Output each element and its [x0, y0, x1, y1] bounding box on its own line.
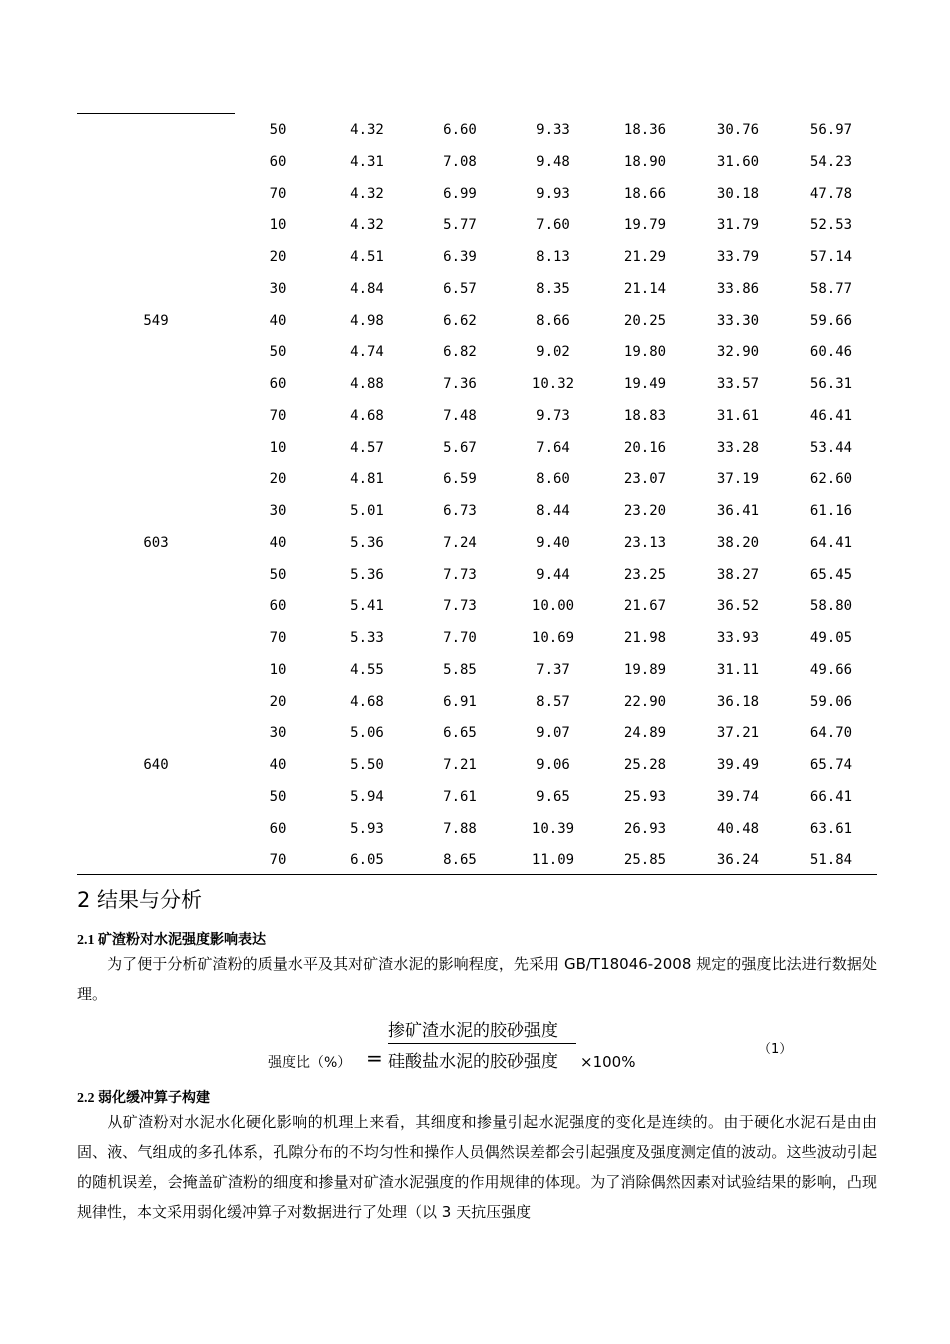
table-cell: 10.39	[531, 820, 575, 837]
table-cell: 10.00	[531, 598, 575, 615]
table-cell: 5.36	[350, 534, 384, 551]
table-cell: 36.52	[716, 598, 760, 615]
table-cell: 53.44	[809, 439, 853, 456]
table-cell: 10.32	[531, 376, 575, 392]
table-cell: 37.21	[716, 725, 760, 742]
table-row	[77, 496, 877, 528]
table-cell: 4.68	[350, 407, 384, 424]
table-cell: 8.13	[536, 249, 570, 265]
table-cell: 7.24	[443, 534, 477, 551]
table-cell: 5.33	[350, 630, 384, 646]
table-cell: 19.89	[623, 661, 667, 678]
table-row	[77, 337, 877, 369]
table-cell: 5.67	[443, 439, 477, 456]
table-cell: 9.02	[536, 344, 570, 361]
table-cell: 23.20	[623, 503, 667, 519]
table-cell: 30.18	[716, 185, 760, 202]
paragraph-text: 从矿渣粉对水泥水化硬化影响的机理上来看，其细度和掺量引起水泥强度的变化是连续的。由于硬化水泥石是由由固、液、气组成的多孔体系，孔隙分布的不均匀性和操作人员偶然误差都会引起强度及强度测定值的波动。这些波动引起的随机误差，会掩盖矿渣粉的细度和掺量对矿渣水泥强度的作用规律的体现。为了消除偶然因素对试验结果的影响，凸现规律性，本文采用弱化缓冲算子对数据进行了处理（以 3 天抗压强度	[77, 1113, 877, 1221]
table-cell: 9.73	[536, 407, 570, 424]
table-cell: 25.28	[623, 757, 667, 773]
table-cell: 5.93	[350, 820, 384, 837]
table-cell: 4.68	[350, 693, 384, 710]
table-cell: 11.09	[531, 852, 575, 869]
table-cell: 5.01	[350, 503, 384, 519]
table-cell: 23.13	[623, 534, 667, 551]
table-cell: 20.25	[623, 312, 667, 329]
table-cell: 18.66	[623, 185, 667, 202]
formula-denominator: 硅酸盐水泥的胶砂强度	[388, 1052, 558, 1072]
table-cell: 4.32	[350, 185, 384, 202]
table-cell: 10	[269, 661, 287, 678]
table-cell: 60.46	[809, 344, 853, 361]
table-top-rule	[77, 113, 235, 114]
table-cell: 8.35	[536, 280, 570, 297]
table-cell: 5.85	[443, 661, 477, 678]
table-cell: 39.74	[716, 788, 760, 805]
table-cell: 5.41	[350, 598, 384, 615]
table-cell: 40.48	[716, 820, 760, 837]
table-row	[77, 623, 877, 655]
table-cell: 31.11	[716, 661, 760, 678]
table-cell: 6.60	[443, 122, 477, 138]
table-cell: 7.60	[536, 217, 570, 234]
table-cell: 20	[269, 693, 287, 710]
table-cell: 33.57	[716, 376, 760, 392]
table-cell: 18.36	[623, 122, 667, 138]
table-cell: 52.53	[809, 217, 853, 234]
paragraph-2-2	[77, 1107, 877, 1227]
fraction-bar	[388, 1043, 576, 1044]
table-row	[77, 369, 877, 401]
table-bottom-rule	[77, 874, 877, 875]
table-cell: 9.40	[536, 534, 570, 551]
table-cell: 33.93	[716, 630, 760, 646]
table-cell: 21.14	[623, 280, 667, 297]
subsection-title-2-1: 2.1 矿渣粉对水泥强度影响表达	[77, 933, 266, 948]
table-cell: 33.28	[716, 439, 760, 456]
table-cell: 21.29	[623, 249, 667, 265]
table-cell: 65.74	[809, 757, 853, 773]
table-cell: 6.57	[443, 280, 477, 297]
table-cell: 7.70	[443, 630, 477, 646]
table-cell: 6.39	[443, 249, 477, 265]
table-cell: 60	[269, 598, 287, 615]
table-cell: 6.65	[443, 725, 477, 742]
table-cell: 46.41	[809, 407, 853, 424]
table-cell: 24.89	[623, 725, 667, 742]
table-cell: 47.78	[809, 185, 853, 202]
formula-number: （1）	[758, 1042, 793, 1057]
table-cell: 18.90	[623, 153, 667, 170]
formula-label: 强度比（%）	[268, 1055, 352, 1071]
table-cell: 5.94	[350, 788, 384, 805]
table-cell: 6.82	[443, 344, 477, 361]
table-cell: 30.76	[716, 122, 760, 138]
table-cell: 9.07	[536, 725, 570, 742]
table-cell: 8.57	[536, 693, 570, 710]
formula-multiplier: ×100%	[580, 1053, 636, 1071]
table-cell: 56.97	[809, 122, 853, 138]
table-cell: 31.79	[716, 217, 760, 234]
table-cell: 6.73	[443, 503, 477, 519]
table-cell: 4.81	[350, 471, 384, 488]
table-row	[77, 655, 877, 687]
table-cell: 8.44	[536, 503, 570, 519]
table-cell: 64.41	[809, 534, 853, 551]
table-row	[77, 687, 877, 719]
table-cell: 7.48	[443, 407, 477, 424]
table-cell: 9.44	[536, 566, 570, 583]
table-cell: 7.08	[443, 153, 477, 170]
table-cell: 6.91	[443, 693, 477, 710]
table-cell: 49.66	[809, 661, 853, 678]
table-cell: 61.16	[809, 503, 853, 519]
table-cell: 56.31	[809, 376, 853, 392]
table-cell: 30	[269, 725, 287, 742]
table-row	[77, 814, 877, 846]
table-cell: 10	[269, 217, 287, 234]
table-cell: 51.84	[809, 852, 853, 869]
table-cell: 9.48	[536, 153, 570, 170]
table-row	[77, 210, 877, 242]
table-cell: 30	[269, 503, 287, 519]
table-cell: 38.27	[716, 566, 760, 583]
section-title: 2 结果与分析	[77, 888, 203, 912]
table-cell: 54.23	[809, 153, 853, 170]
paragraph-text: 为了便于分析矿渣粉的质量水平及其对矿渣水泥的影响程度，先采用 GB/T18046-2008 规定的强度比法进行数据处理。	[77, 955, 877, 1003]
table-cell: 4.31	[350, 153, 384, 170]
table-cell: 9.65	[536, 788, 570, 805]
table-cell: 6.62	[443, 312, 477, 329]
group-label: 640	[143, 757, 169, 773]
table-cell: 5.50	[350, 757, 384, 773]
table-cell: 9.06	[536, 757, 570, 773]
table-cell: 9.33	[536, 122, 570, 138]
table-row	[77, 782, 877, 814]
table-cell: 62.60	[809, 471, 853, 488]
table-cell: 25.93	[623, 788, 667, 805]
table-cell: 10.69	[531, 630, 575, 646]
table-cell: 23.25	[623, 566, 667, 583]
table-cell: 50	[269, 344, 287, 361]
table-cell: 36.24	[716, 852, 760, 869]
table-cell: 5.36	[350, 566, 384, 583]
table-cell: 4.98	[350, 312, 384, 329]
table-cell: 33.79	[716, 249, 760, 265]
table-cell: 7.37	[536, 661, 570, 678]
table-cell: 50	[269, 122, 287, 138]
table-cell: 59.06	[809, 693, 853, 710]
table-cell: 40	[269, 757, 287, 773]
table-cell: 7.88	[443, 820, 477, 837]
table-row	[77, 750, 877, 782]
table-cell: 4.32	[350, 217, 384, 234]
table-cell: 4.32	[350, 122, 384, 138]
table-row	[77, 401, 877, 433]
table-cell: 70	[269, 630, 287, 646]
paragraph-2-1	[77, 949, 877, 1009]
table-cell: 4.55	[350, 661, 384, 678]
table-cell: 50	[269, 788, 287, 805]
table-cell: 26.93	[623, 820, 667, 837]
subsection-title-2-2: 2.2 弱化缓冲算子构建	[77, 1091, 210, 1106]
table-cell: 20.16	[623, 439, 667, 456]
table-cell: 32.90	[716, 344, 760, 361]
table-cell: 21.67	[623, 598, 667, 615]
table-cell: 37.19	[716, 471, 760, 488]
table-cell: 4.57	[350, 439, 384, 456]
table-cell: 5.06	[350, 725, 384, 742]
table-cell: 7.64	[536, 439, 570, 456]
table-cell: 22.90	[623, 693, 667, 710]
table-cell: 36.18	[716, 693, 760, 710]
table-cell: 60	[269, 820, 287, 837]
table-cell: 20	[269, 471, 287, 488]
table-cell: 6.59	[443, 471, 477, 488]
table-cell: 59.66	[809, 312, 853, 329]
table-row	[77, 718, 877, 750]
table-cell: 25.85	[623, 852, 667, 869]
table-cell: 19.80	[623, 344, 667, 361]
table-cell: 40	[269, 534, 287, 551]
table-cell: 19.79	[623, 217, 667, 234]
table-cell: 7.73	[443, 566, 477, 583]
table-cell: 70	[269, 185, 287, 202]
table-cell: 23.07	[623, 471, 667, 488]
table-cell: 7.21	[443, 757, 477, 773]
table-cell: 8.60	[536, 471, 570, 488]
table-cell: 49.05	[809, 630, 853, 646]
table-cell: 20	[269, 249, 287, 265]
data-table	[77, 115, 877, 877]
table-cell: 6.99	[443, 185, 477, 202]
table-cell: 57.14	[809, 249, 853, 265]
table-cell: 7.61	[443, 788, 477, 805]
table-row	[77, 115, 877, 147]
table-row	[77, 528, 877, 560]
table-row	[77, 306, 877, 338]
table-cell: 36.41	[716, 503, 760, 519]
table-cell: 4.51	[350, 249, 384, 265]
table-cell: 4.74	[350, 344, 384, 361]
table-cell: 66.41	[809, 788, 853, 805]
table-cell: 63.61	[809, 820, 853, 837]
table-cell: 33.30	[716, 312, 760, 329]
strength-ratio-formula	[268, 1016, 793, 1072]
table-cell: 58.80	[809, 598, 853, 615]
table-cell: 6.05	[350, 852, 384, 869]
table-cell: 38.20	[716, 534, 760, 551]
table-row	[77, 433, 877, 465]
table-cell: 4.88	[350, 376, 384, 392]
table-cell: 65.45	[809, 566, 853, 583]
table-row	[77, 179, 877, 211]
table-cell: 4.84	[350, 280, 384, 297]
table-cell: 7.73	[443, 598, 477, 615]
table-cell: 9.93	[536, 185, 570, 202]
table-cell: 64.70	[809, 725, 853, 742]
table-row	[77, 242, 877, 274]
table-cell: 31.60	[716, 153, 760, 170]
group-label: 603	[143, 534, 169, 551]
table-cell: 31.61	[716, 407, 760, 424]
table-row	[77, 147, 877, 179]
table-row	[77, 845, 877, 877]
table-cell: 33.86	[716, 280, 760, 297]
table-row	[77, 591, 877, 623]
table-row	[77, 560, 877, 592]
group-label: 549	[143, 312, 169, 329]
table-cell: 18.83	[623, 407, 667, 424]
table-cell: 60	[269, 153, 287, 170]
table-cell: 5.77	[443, 217, 477, 234]
table-cell: 40	[269, 312, 287, 329]
table-cell: 7.36	[443, 376, 477, 392]
table-cell: 30	[269, 280, 287, 297]
table-cell: 60	[269, 376, 287, 392]
formula-numerator: 掺矿渣水泥的胶砂强度	[388, 1021, 558, 1041]
table-cell: 19.49	[623, 376, 667, 392]
formula-equals: =	[366, 1046, 383, 1070]
table-cell: 8.65	[443, 852, 477, 869]
table-row	[77, 274, 877, 306]
table-cell: 10	[269, 439, 287, 456]
table-cell: 50	[269, 566, 287, 583]
table-cell: 70	[269, 407, 287, 424]
table-row	[77, 464, 877, 496]
table-cell: 58.77	[809, 280, 853, 297]
table-cell: 39.49	[716, 757, 760, 773]
table-cell: 21.98	[623, 630, 667, 646]
table-cell: 70	[269, 852, 287, 869]
table-cell: 8.66	[536, 312, 570, 329]
